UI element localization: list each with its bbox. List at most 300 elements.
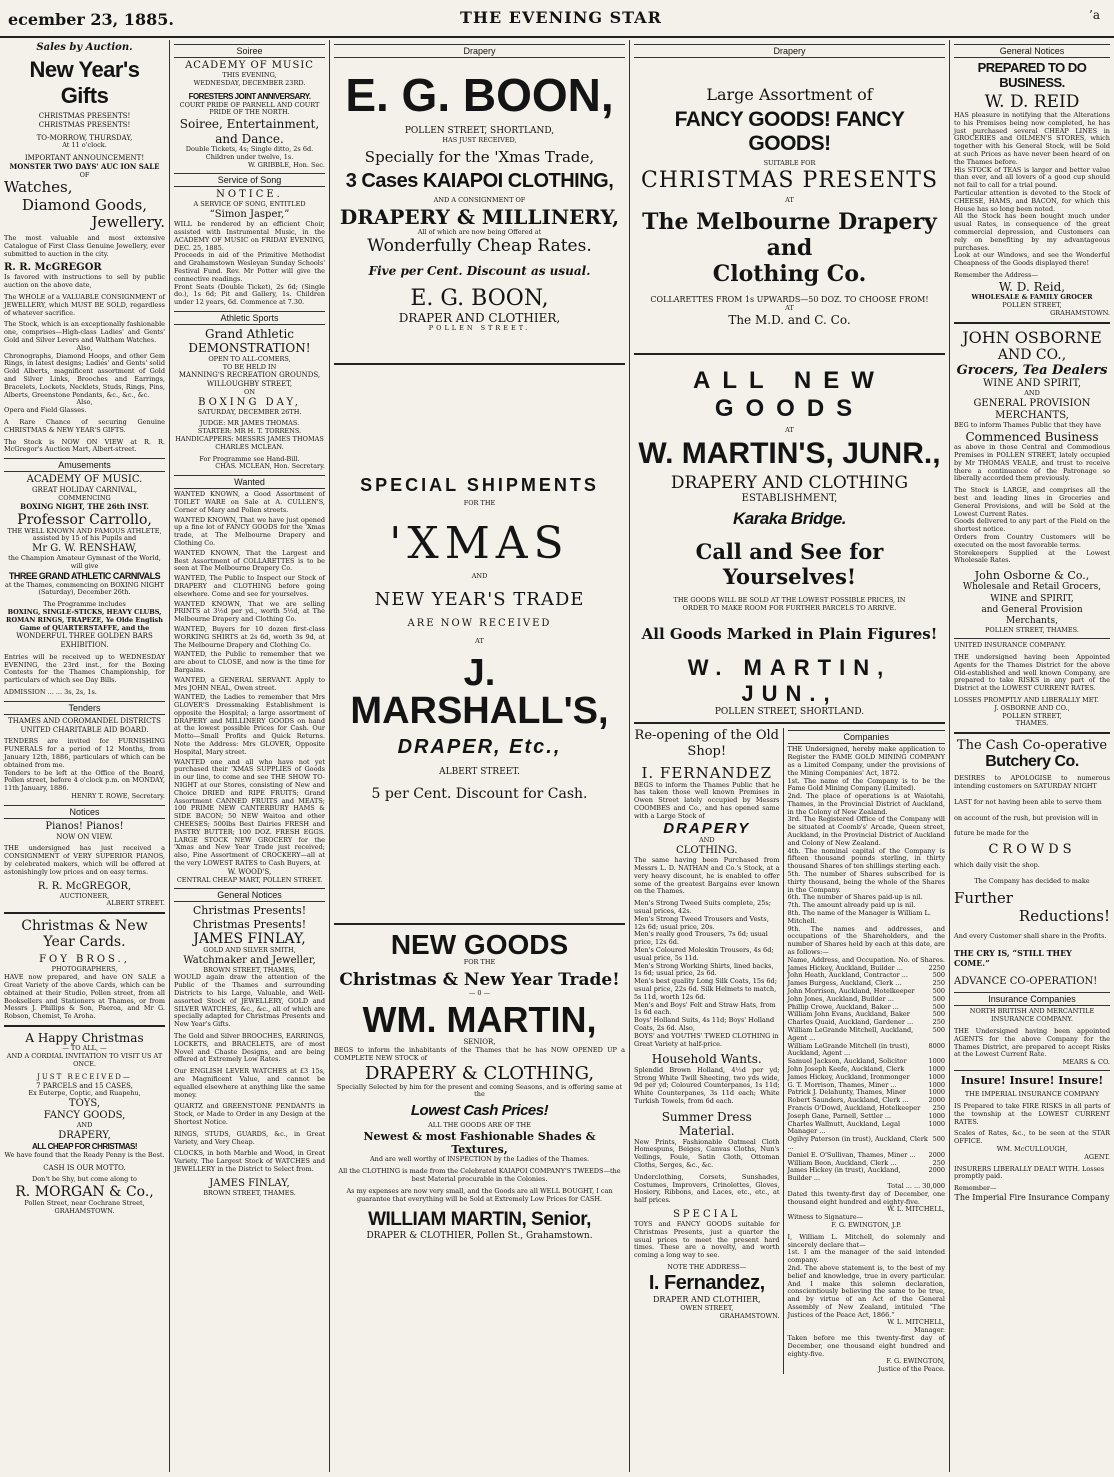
section-heading-companies: Companies	[788, 730, 945, 744]
text-line: AND CO.,	[997, 346, 1067, 363]
text-line: JAMES FINLAY,	[209, 1177, 290, 1189]
text-line: 7 PARCELS and 15 CASES,	[36, 1081, 133, 1090]
ad-paragraph: RINGS, STUDS, GUARDS, &c., in Great Variety, and Very Cheap.	[174, 1129, 325, 1146]
text-line: FOR THE	[463, 957, 496, 966]
text-line: and General Provision Merchants,	[981, 604, 1083, 627]
ad-paragraph: The Stock is NOW ON VIEW at R. R. McGregor's Auction Mart, Albert-street.	[4, 437, 165, 454]
text-line: The M.D. and C. Co.	[728, 312, 851, 327]
text-line: BROWN STREET, THAMES,	[203, 965, 296, 974]
shareholder-shares: 1000	[928, 1111, 945, 1120]
shareholder-shares: 500	[932, 994, 945, 1003]
section-heading-auction: Sales by Auction.	[36, 42, 133, 53]
wanted-ad: WANTED KNOWN, That the Largest and Best Assortment of COLLARETTES is to be seen at The Melbourne Drapery Co.	[174, 548, 325, 573]
section-heading-notices: Notices	[4, 805, 165, 819]
text-line: OWEN STREET,	[680, 1303, 734, 1312]
text-watches: Watches,	[4, 178, 73, 197]
wanted-ad: WANTED, the Public to remember that we are about to CLOSE, and now is the time for Bargains.	[174, 650, 325, 674]
text-line: THIS EVENING,	[222, 71, 277, 79]
new-years-trade-headline: NEW YEAR'S TRADE	[374, 588, 585, 610]
text-line: We have found that the Ready Penny is the Best.	[4, 1150, 165, 1159]
text-line: ARE NOW RECEIVED	[407, 617, 552, 629]
text-line: I. Fernandez,	[648, 1271, 765, 1294]
shareholder-name: John Jones, Auckland, Builder ...	[787, 994, 894, 1003]
shareholder-name: William LeGrande Mitchell, Auckland, Agent ...	[787, 1026, 914, 1042]
text-line: — TO ALL, —	[62, 1044, 107, 1053]
text-line: DRAPERY	[663, 820, 751, 838]
price-line: Men's really good Trousers, 7s 6d; usual price, 12s 6d.	[634, 930, 768, 947]
ad-paragraph: Scales of Rates, &c., to be seen at the STAR OFFICE.	[954, 1129, 1110, 1146]
text-line: Watchmaker and Jeweller,	[183, 954, 316, 966]
ad-paragraph: Tenders to be left at the Office of the Board, Pollen street, before 4 o'clock p.m. on MONDAY, 11th January, 1886.	[4, 768, 165, 793]
text-line: And are well worthy of INSPECTION by the Ladies of the Thames.	[369, 1155, 590, 1164]
text-line: COLLARETTES FROM 1s UPWARDS—50 DOZ. TO CHOOSE FROM!	[650, 294, 929, 304]
companies-notice	[788, 728, 945, 1374]
text-line: CHRISTMAS PRESENTS!	[38, 112, 131, 120]
ad-paragraph: QUARTZ and GREENSTONE PENDANTS in Stock, or Made to Order in any Design at the Shortest Notice.	[174, 1102, 325, 1126]
ad-paragraph: DESIRES to APOLOGISE to numerous intending customers on SATURDAY NIGHT	[954, 774, 1110, 790]
shareholder-shares: 2250	[928, 963, 945, 972]
ad-paragraph: 2nd. The above statement is, to the best of my belief and knowledge, true in every particular. And I make this solemn declaration, conscientiously believing the same to be true, and by virtue of an Act of the General Assembly of New Zealand, intituled “The Justices of the Peace Act, 1866.”	[787, 1263, 945, 1319]
text-line: WILLIAM MARTIN, Senior,	[368, 1209, 591, 1231]
wanted-ad: WANTED KNOWN, That we have just opened up a fine lot of FANCY GOODS for the 'Xmas trade, at The Melbourne Drapery and Clothing Co.	[174, 515, 325, 547]
price-line: Men's Strong Tweed Trousers and Vests, 12s 6d; usual price, 20s.	[634, 914, 769, 931]
ad-paragraph: THE Undersigned, hereby make application to Register the FAME GOLD MINING COMPANY as a Limited Company, under the provisions of the Mining Companies' Act, 1872.	[787, 745, 945, 777]
admission-line: ADMISSION ... ... 3s, 2s, 1s.	[4, 688, 97, 697]
boon-headline: E. G. BOON,	[345, 69, 614, 121]
shareholder-shares: 500	[932, 1002, 945, 1011]
text-line: DRAPERY AND CLOTHING	[670, 472, 909, 493]
ad-paragraph: THE Undersigned having been appointed AGENTS for the above Company for the Thames District, are prepared to accept Risks at the Lowest Current Rate.	[954, 1026, 1110, 1059]
ad-paragraph: Underclothing, Corsets, Sunshades, Costumes, Improvers, Crinolettes, Gloves, Hosiery, Ribbons, and Laces, etc., etc., at half prices.	[634, 1172, 780, 1205]
ad-paragraph: Splendid Brown Holland, 4½d per yd; Strong White Twill Sheeting, two yds wide, 9d per yd; Coloured Counterpanes, 1s 11d; White Counterpanes, 3s 11d each; White Turkish Towels, from 6d each.	[634, 1065, 780, 1105]
text-line: AT	[785, 196, 794, 205]
price-line: Men's Coloured Moleskin Trousers, 4s 6d; usual price, 5s 11d.	[634, 946, 774, 962]
text-line: Grocers, Tea Dealers	[956, 363, 1108, 379]
text-line: Large Assortment of	[706, 85, 873, 104]
ad-paragraph: Proceeds in aid of the Primitive Methodist and Grahamstown Wesleyan Sunday Schools' Festival Fund. Rev. Mr Potter will give the connective readings.	[174, 251, 325, 283]
ad-paragraph: The same having been Purchased from Messrs L. D. NATHAN and Co.'s Stock, at a very heavy discount, he is enabled to offer some of the greatest Bargains ever known on the Thames.	[634, 856, 780, 896]
ad-paragraph: 6th. The number of Shares paid-up is nil.	[787, 893, 923, 902]
ad-paragraph: The WHOLE of a VALUABLE CONSIGNMENT of JEWELLERY, which MUST BE SOLD, regardless of whatever sacrifice.	[4, 293, 165, 317]
text-line: TOYS,	[68, 1098, 101, 1110]
shareholder-name: James Hickey (in trust), Auckland, Builder ...	[787, 1166, 901, 1183]
text-line: OF	[79, 170, 90, 179]
text-line: BOXING, SINGLE-STICKS, HEAVY CLUBS, ROMAN RINGS, TRAPEZE, Ye Olde English Game of QUARTERSTAFFE, and the	[6, 607, 163, 632]
ad-paragraph: The Stock is LARGE, and comprises all the best and leading lines in Groceries and General Provisions, and will be Sold at the Lowest Current Rates.	[954, 486, 1110, 518]
signature-line: F. G. EWINGTON, J.P.	[831, 1220, 902, 1229]
text-line: W. WOOD'S,	[227, 867, 272, 876]
text-line: Christmas Presents!	[192, 917, 307, 931]
shareholder-name: Patrick J. Delahunty, Thames, Miner	[787, 1088, 907, 1097]
shareholder-name: Francis O'Dowd, Auckland, Hotelkeeper	[787, 1103, 921, 1112]
text-line: WHOLESALE & FAMILY GROCER	[971, 293, 1093, 302]
shareholder-name: John Heath, Auckland, Contractor ...	[787, 971, 908, 980]
text-line: OPEN TO ALL-COMERS,	[208, 354, 291, 363]
text-line: Pollen Street, near Cochrane Street,	[24, 1199, 145, 1208]
finlay-name: JAMES FINLAY,	[193, 930, 306, 947]
shareholder-name: Robert Saunders, Auckland, Clerk ...	[787, 1096, 909, 1105]
professor-name: Professor Carrollo,	[17, 511, 152, 528]
text-line: Double Tickets, 4s; Single ditto, 2s 6d. Children under twelve, 1s.	[185, 144, 314, 161]
ad-paragraph: WILL be rendered by an efficient Choir, assisted with Instrumental Music, in the ACADEMY OF MUSIC on FRIDAY EVENING, DEC. 25, 1885.	[174, 220, 325, 252]
text-line: FORESTERS JOINT ANNIVERSARY.	[188, 91, 311, 101]
section-heading-insurance: Insurance Companies	[954, 992, 1110, 1006]
section-heading-wanted: Wanted	[174, 475, 325, 489]
shareholder-shares: 8000	[928, 1041, 945, 1050]
table-row	[788, 1043, 945, 1059]
price-line: Boys' Holland Suits, 4s 11d; Boys' Holland Coats, 2s 6d. Also,	[634, 1016, 775, 1033]
text-line: Household Wants.	[651, 1052, 762, 1067]
column-5	[950, 40, 1114, 1472]
text-line: Don't be Shy, but come along to	[32, 1175, 137, 1184]
text-line: BOXING DAY,	[198, 396, 301, 408]
table-row	[788, 1167, 945, 1183]
shareholder-name: James Burgess, Auckland, Clerk ...	[787, 979, 902, 988]
section-heading-amusements: Amusements	[4, 458, 165, 472]
text-line: CLOTHING.	[676, 845, 738, 857]
ad-paragraph: Storekeepers Supplied at the Lowest Wholesale Rates.	[954, 548, 1110, 565]
text-line: WINE and SPIRIT,	[990, 593, 1074, 604]
text-line: Karaka Bridge.	[733, 509, 846, 529]
text-line: TO BE HELD IN	[222, 362, 277, 371]
column-3	[330, 40, 630, 1472]
text-line: AND	[698, 836, 715, 845]
text-line: ON	[243, 387, 256, 396]
headline-new-years-gifts: New Year's Gifts	[29, 57, 140, 108]
text-line: Christmas & New Year Trade!	[339, 970, 620, 991]
text-line: Soiree, Entertainment, and Dance.	[179, 117, 320, 146]
text-line: ACADEMY OF MUSIC.	[26, 474, 143, 486]
text-line: All of which are now being Offered at	[417, 228, 542, 237]
ad-paragraph: The Stock, which is an exceptionally fashionable one, comprises—High-class Ladies' and Gents' Gold and Silver Levers and Waltham Watches.	[4, 320, 165, 345]
auctioneer-name: R. R. McGREGOR	[4, 262, 102, 274]
special-shipments-headline: SPECIAL SHIPMENTS	[360, 475, 599, 496]
ad-paragraph: Orders from Country Customers will be executed on the most favorable terms.	[954, 533, 1110, 549]
text-line: Christmas Presents!	[192, 904, 307, 918]
text-line: All the CLOTHING is made from the Celebrated KAIAPOI COMPANY'S TWEEDS—the best Material procurable in the Colonies.	[338, 1167, 621, 1183]
text-line: 5 per Cent. Discount for Cash.	[371, 785, 588, 802]
section-heading-drapery: Drapery	[634, 44, 945, 58]
text-line: SPECIAL	[673, 1208, 741, 1220]
table-header-name: Name, Address, and Occupation.	[787, 955, 896, 964]
signature-line: W. L. MITCHELL,	[887, 1318, 945, 1327]
shareholder-shares: 250	[932, 979, 945, 988]
text-line: MANNING'S RECREATION GROUNDS, WILLOUGHBY STREET,	[178, 371, 321, 389]
text-line: NOW ON VIEW.	[56, 832, 113, 841]
text-line: Insure! Insure! Insure!	[960, 1073, 1104, 1087]
text-line: JUST RECEIVED—	[37, 1072, 132, 1081]
text-line: COURT PRIDE OF PARNELL AND COURT PRIDE OF THE NORTH.	[179, 100, 320, 117]
text-line: The Imperial Fire Insurance Company	[954, 1192, 1110, 1202]
text-line: A SERVICE OF SONG, ENTITLED	[193, 200, 306, 209]
column-2	[170, 40, 330, 1472]
ad-paragraph: 5th. The number of Shares subscribed for is thirty thousand, being the whole of the Shares in the Company.	[787, 870, 945, 894]
text-line: Summer Dress Material.	[661, 1109, 752, 1139]
paper-title: THE EVENING STAR	[460, 8, 662, 27]
text-line: POLLEN STREET, THAMES.	[985, 626, 1079, 635]
text-line: As my expenses are now very small, and the Goods are all WELL BOUGHT, I can guarantee that everything will be Sold at Extremely Low Prices for CASH.	[346, 1186, 613, 1203]
shareholder-name: John Joseph Keefe, Auckland, Clerk	[787, 1064, 905, 1073]
text-line: Specially for the 'Xmas Trade,	[364, 148, 595, 167]
text-line: NOTICE.	[216, 189, 283, 201]
text-line: SENIOR,	[463, 1038, 496, 1047]
column-1	[0, 40, 170, 1472]
text-line: Witness to Signature—	[787, 1213, 864, 1222]
text-line: J. OSBORNE AND CO.,	[994, 703, 1070, 712]
text-line: At 11 o'clock.	[62, 141, 107, 150]
text-line: DRAPERY & CLOTHING,	[364, 1062, 595, 1084]
headline-happy-christmas: A Happy Christmas	[25, 1031, 144, 1046]
table-header-shares: No. of Shares.	[898, 955, 945, 964]
text-line: POLLEN STREET,	[1002, 711, 1062, 720]
ad-paragraph: 9th. The names and addresses, and occupations of the Shareholders, and the number of Shares held by each at this date, are as follows:—	[787, 924, 945, 957]
text-line: ALL CHEAP FOR CHRISTMAS!	[31, 1141, 138, 1151]
ad-paragraph: Also,	[76, 343, 93, 352]
text-line: Manager.	[913, 1326, 945, 1335]
ad-paragraph: 1st. The name of the Company is to be the Fame Gold Mining Company (Limited).	[787, 776, 945, 793]
text-line: FOR THE	[463, 499, 496, 508]
shareholder-shares: 2000	[928, 1150, 945, 1159]
shareholder-shares: 500	[932, 971, 945, 980]
signature-line: W. L. MITCHELL,	[887, 1205, 945, 1214]
ad-paragraph: Taken before me this twenty-first day of December, one thousand eight hundred and eighty-five.	[787, 1334, 945, 1358]
wanted-ad: WANTED KNOWN, That we are selling PRINTS at 3½d per yd., worth 5½d, at The Melbourne Drapery and Clothing Co.	[174, 599, 325, 624]
shareholder-name: Daniel E. O'Sullivan, Thames, Miner ...	[787, 1150, 916, 1159]
text-line: AGENT.	[1084, 1152, 1110, 1161]
ad-paragraph: 1st. I am the manager of the said intended company.	[787, 1248, 945, 1265]
text-line: Remember the Address—	[954, 270, 1038, 279]
ad-paragraph: Front Seats (Double Ticket), 2s 6d; (Single do.), 1s 6d; Pit and Gallery, 1s. Children under 12 years, 6d. Commence at 7.30.	[174, 282, 325, 307]
text-line: FOY BROS.,	[39, 954, 130, 966]
shareholder-name: Joseph Gane, Parnell, Settler ...	[787, 1111, 892, 1120]
shareholder-name: Charles Quaid, Auckland, Gardener ...	[787, 1018, 914, 1027]
text-jewellery: Jewellery.	[91, 212, 165, 231]
table-row	[788, 1121, 945, 1137]
ad-paragraph: A Rare Chance of securing Genuine CHRISTMAS & NEW YEAR'S GIFTS.	[4, 418, 165, 434]
fancy-goods-headline: FANCY GOODS! FANCY GOODS!	[674, 108, 905, 156]
text-line: STARTER: MR H. T. TORRENS.	[197, 427, 302, 436]
text-line: GRAHAMSTOWN.	[54, 1207, 115, 1216]
shareholder-name: John Morrison, Auckland, Hotelkeeper	[787, 987, 915, 996]
signature-line: CHAS. MCLEAN, Hon. Secretary.	[215, 462, 325, 471]
issue-date: ecember 23, 1885.	[8, 10, 174, 29]
text-line: BEG to inform Thames Public that they have	[954, 421, 1102, 430]
shareholder-shares: 500	[932, 1010, 945, 1019]
price-line: Men's best quality Long Silk Coats, 15s 6d; usual price, 22s 6d. Silk Helmets to match, 5s 11d, worth 12s 6d.	[634, 977, 777, 1001]
ad-paragraph: on account of the rush, but provision will in	[954, 813, 1098, 822]
text-line: Wonderfully Cheap Rates.	[367, 235, 592, 256]
text-line: ADVANCE CO-OPERATION!	[954, 976, 1098, 988]
text-line: POLLEN STREET,	[1002, 300, 1062, 309]
text-line: at the Thames, commencing on BOXING NIGHT (Saturday), December 26th.	[4, 580, 165, 597]
text-line: IMPORTANT ANNOUNCEMENT!	[24, 154, 145, 163]
shareholder-shares: 2000	[928, 1166, 945, 1175]
text-line: Ex Euterpe, Coptic, and Ruapehu,	[28, 1089, 141, 1098]
signature-line: F. G. EWINGTON,	[886, 1357, 945, 1366]
text-line: MONSTER TWO DAYS' AUC ION SALE	[9, 161, 160, 171]
text-line: AND A CORDIAL INVITATION TO VISIT US AT ONCE.	[6, 1052, 163, 1069]
shareholder-name: William LeGrande Mitchell (in trust), Auckland, Agent ...	[787, 1041, 910, 1058]
text-line: Grand Athletic	[204, 326, 295, 341]
ad-paragraph: future be made for the	[954, 829, 1029, 838]
ad-paragraph: New Prints, Fashionable Oatmeal Cloth Homespuns, Beiges, Canvas Cloths, Nun's Veilings, Foule, Satin Cloth, Ottoman Cloths, Serges, &c., &c.	[634, 1137, 780, 1169]
ad-paragraph: HAVE now prepared, and have ON SALE a Great Variety of the above Cards, which can be obtained at their Studio, Pollen street, from all Booksellers and Stationers at Thames, or from Messrs J. Phillips & Son, Paeroa, and Mr G. Robson, Chemist, Te Aroha.	[4, 973, 165, 1021]
shareholder-name: Phillip Crowe, Auckland, Baker ...	[787, 1002, 899, 1011]
price-line: Men's Strong Working Shirts, lined backs, 1s 6d; usual price, 2s 6d.	[634, 961, 774, 978]
all-new-goods-headline: ALL NEW GOODS	[693, 367, 886, 423]
text-line: ACADEMY OF MUSIC	[185, 60, 314, 71]
text-line: Further	[954, 889, 1013, 908]
text-line: W. D. Reid,	[998, 279, 1066, 294]
ad-paragraph: BEGS to inform the Thames Public that he has taken those well known Premises in Owen Street lately occupied by Messrs COOMBES and Co., and has opened same with a Large Stock of	[634, 780, 780, 820]
shareholder-name: Ogilvy Paterson (in trust), Auckland, Clerk ...	[787, 1135, 928, 1151]
wanted-ad: WANTED KNOWN, a Good Assortment of TOILET WARE on Sale at A. CULLEN'S, Corner of Mary and Pollen streets.	[174, 490, 325, 514]
masthead	[0, 0, 1114, 38]
section-heading-athletic-sports: Athletic Sports	[174, 311, 325, 325]
text-line: Remember—	[954, 1184, 997, 1193]
ad-paragraph: Opera and Field Glasses.	[4, 406, 87, 415]
signature-line: HENRY T. ROWE, Secretary.	[71, 791, 165, 800]
text-line: For Programme see Hand-Bill.	[199, 454, 300, 463]
kaiapoi-headline: 3 Cases KAIAPOI CLOTHING,	[345, 170, 614, 193]
page-number: ’a	[1089, 8, 1100, 22]
text-line: UNITED INSURANCE COMPANY.	[954, 641, 1066, 650]
wanted-ad: WANTED, a GENERAL SERVANT. Apply to Mrs JOHN NEAL, Owen street.	[174, 675, 325, 692]
ad-paragraph: I, William L. Mitchell, do solemnly and sincerely declare that—	[787, 1232, 945, 1249]
ad-paragraph: Our ENGLISH LEVER WATCHES at £3 15s, are Magnificent Value, and cannot be equalled elsewhere at anything like the same money.	[174, 1067, 325, 1099]
column-4	[630, 40, 950, 1472]
text-line: POLLEN STREET.	[428, 324, 531, 333]
shareholder-shares: 1000	[928, 1080, 945, 1089]
ad-paragraph: Look at our Windows, and see the Wonderful Cheapness of the Goods displayed there!	[954, 251, 1110, 268]
ad-paragraph: LAST for not having been able to serve them	[954, 797, 1102, 806]
section-heading-tenders: Tenders	[4, 701, 165, 715]
text-line: SATURDAY, DECEMBER 26TH.	[197, 407, 302, 416]
ad-paragraph: 4th. The nominal capital of the Company is fifteen thousand pounds sterling, in thirty thousand Shares of ten shillings sterling each.	[787, 846, 945, 871]
wanted-ad: WANTED, The Public to Inspect our Stock of DRAPERY and CLOTHING before going elsewhere. Come and see for yourselves.	[174, 574, 325, 598]
martin-junr-headline: W. MARTIN'S, JUNR.,	[638, 436, 941, 470]
table-row	[788, 1136, 945, 1152]
text-line: Justice of the Peace.	[878, 1365, 945, 1374]
shareholder-name: G. T. Morrison, Thames, Miner ...	[787, 1080, 897, 1089]
ad-paragraph: Chronographs, Diamond Hoops, and other Gem Rings, in latest designs; Ladies' and Gents' solid Gold Alberts, magnificent assortment of Gold and Silver Links, Brooches and Earrings, Bracelets, Lockets, Necklets, Studs, Rings, Pins, Alberts, Greenstone Pendants, &c., &c., &c.	[4, 351, 165, 399]
text-line: Wholesale and Retail Grocers,	[962, 582, 1102, 593]
text-line: R. R. McGREGOR,	[37, 880, 132, 892]
ad-paragraph: Particular attention is devoted to the Stock of CHEESE, HAMS, and BACON, for which this House has so long been noted.	[954, 188, 1110, 213]
text-line: Mr G. W. RENSHAW,	[32, 543, 137, 555]
text-line: AUCTIONEER,	[59, 891, 110, 900]
text-line: THE WELL KNOWN AND FAMOUS ATHLETE, assisted by 15 of his Pupils and	[7, 526, 162, 543]
text-line: HAS JUST RECEIVED,	[442, 136, 517, 145]
text-line: DEMONSTRATION!	[188, 341, 311, 356]
fernandez-name: I. FERNANDEZ	[641, 763, 773, 782]
text-line: POLLEN STREET, SHORTLAND.	[714, 707, 865, 718]
table-row	[788, 1027, 945, 1043]
christmas-presents-headline: CHRISTMAS PRESENTS	[640, 168, 939, 194]
text-line: HANDICAPPERS: MESSRS JAMES THOMAS CHARLES MCLEAN.	[175, 434, 324, 451]
text-line: THAMES AND COROMANDEL DISTRICTS UNITED CHARITABLE AID BOARD.	[8, 716, 161, 734]
text-line: BROWN STREET, THAMES.	[203, 1188, 296, 1197]
text-line: WONDERFUL THREE GOLDEN BARS EXHIBITION.	[16, 632, 153, 650]
text-line: All Goods Marked in Plain Figures!	[641, 625, 938, 644]
text-line: DRAPER AND CLOTHIER,	[398, 311, 561, 326]
shareholder-shares: 1000	[928, 1119, 945, 1128]
text-line: — 0 —	[468, 989, 491, 998]
text-line: which daily visit the shop.	[954, 860, 1040, 869]
text-line: AND	[1024, 389, 1040, 398]
shareholder-name: Charles Wallnutt, Auckland, Legal Manager ...	[787, 1119, 901, 1136]
text-line: THE GOODS WILL BE SOLD AT THE LOWEST POSSIBLE PRICES, IN ORDER TO MAKE ROOM FOR FURTHER PARCELS TO ARRIVE.	[673, 596, 906, 613]
price-line: BOYS' and YOUTHS' TWEED CLOTHING in Great Variety at half-price.	[634, 1031, 779, 1048]
shareholder-name: James Hickey, Auckland, Builder ...	[787, 963, 903, 972]
shareholder-shares: 500	[932, 1026, 945, 1034]
text-line: AND A CONSIGNMENT OF	[433, 196, 526, 205]
wanted-ad: WANTED, the Ladies to remember that Mrs GLOVER'S Dressmaking Establishment is opposite the Hospital; a large assortment of DRAPERY and MILLINERY GOODS on hand at the lowest possible Prices for Cash. Our Motto—Small Profits and Quick Returns. Note the Address: Mrs GLOVER, Opposite Hospital, Mary street.	[174, 693, 325, 756]
shareholder-shares: 500	[932, 987, 945, 996]
text-line: LOSSES PROMPTLY AND LIBERALLY MET.	[954, 696, 1099, 705]
text-line: WM. McCULLOUGH,	[996, 1144, 1068, 1153]
text-line: the Champion Amateur Gymnast of the World, will give	[8, 554, 161, 570]
price-line: Men's and Boys' Felt and Straw Hats, from 1s 6d each.	[634, 1000, 776, 1017]
text-line: PREPARED TO DO BUSINESS.	[977, 60, 1087, 90]
marshall-headline: J. MARSHALL'S,	[350, 651, 609, 732]
price-line: Men's Strong Tweed Suits complete, 25s; usual prices, 42s.	[634, 899, 771, 916]
butchery-name: Butchery Co.	[985, 753, 1079, 771]
ad-paragraph: as above in those Central and Commodious Premises in POLLEN STREET, lately occupied by Mr THOMAS VEALE, and trust to receive there a continuance of the Patronage so liberally accorded them previously.	[954, 443, 1110, 483]
shareholder-name: William Beon, Auckland, Clerk ...	[787, 1158, 897, 1167]
ad-paragraph: BEGS to inform the inhabitants of the Thames that he has NOW OPENED UP a COMPLETE NEW STOCK of	[334, 1045, 625, 1062]
text-line: The Company has decided to make	[974, 876, 1090, 885]
text-line: WINE AND SPIRIT,	[982, 378, 1081, 390]
text-line: AND	[471, 572, 488, 580]
text-line: THE CRY IS, “STILL THEY COME.”	[954, 948, 1072, 968]
text-line: WEDNESDAY, DECEMBER 23RD.	[193, 78, 306, 87]
text-line: The Melbourne Drapery and	[642, 208, 937, 261]
ad-paragraph: Is favored with instructions to sell by public auction on the above date,	[4, 273, 165, 290]
text-line: ESTABLISHMENT,	[741, 492, 838, 504]
ad-paragraph: 8th. The name of the Manager is William L. Mitchell.	[787, 909, 931, 925]
reid-name: W. D. REID	[984, 92, 1080, 112]
shareholder-shares: 1000	[928, 1057, 945, 1066]
wanted-ad: WANTED, Buyers for 10 dozen first-class WORKING SHIRTS at 2s 6d, worth 3s 9d, at The Melbourne Drapery and Clothing Co.	[174, 624, 325, 649]
text-line: GRAHAMSTOWN.	[719, 1311, 780, 1320]
shareholder-shares: 1000	[928, 1072, 945, 1081]
shareholder-table	[788, 965, 945, 1183]
text-line: CHRISTMAS PRESENTS!	[38, 120, 131, 129]
shareholder-shares: 250	[932, 1103, 945, 1112]
text-line: “Simon Jasper,”	[209, 209, 290, 221]
section-heading-service-of-song: Service of Song	[174, 173, 325, 187]
text-line: GREAT HOLIDAY CARNIVAL,	[31, 486, 138, 495]
ad-paragraph: Also,	[76, 398, 93, 407]
text-line: DRAPER AND CLOTHIER,	[652, 1294, 761, 1304]
text-line: JUDGE: MR JAMES THOMAS.	[199, 419, 300, 428]
ad-paragraph: His STOCK of TEAS is larger and better value than ever, and all lovers of a good cup should not fail to call for a trial pound.	[954, 165, 1110, 190]
ad-paragraph: WOULD again draw the attention of the Public of the Thames and surrounding Districts to his Large, Valuable, and Well-assorted Stock of JEWELLERY, GOLD and SILVER WATCHES, &c., &c., all of which are specially adapted for Christmas Presents and New Year's Gifts.	[174, 973, 325, 1029]
text-line: SUITABLE FOR	[763, 159, 816, 168]
text-line: ALL THE GOODS ARE OF THE	[428, 1121, 531, 1130]
text-line: CROWDS	[988, 842, 1076, 858]
text-line: GRAHAMSTOWN.	[1050, 308, 1110, 317]
text-line: CASH IS OUR MOTTO.	[43, 1163, 126, 1172]
text-line: THREE GRAND ATHLETIC CARNIVALS	[8, 570, 161, 581]
shareholder-shares: 2000	[928, 1096, 945, 1105]
text-line: Lowest Cash Prices!	[410, 1102, 549, 1120]
text-line: POLLEN STREET, SHORTLAND,	[404, 126, 555, 136]
call-and-see-headline: Call and See for Yourselves!	[695, 539, 884, 590]
text-line: INSURERS LIBERALLY DEALT WITH. Losses promptly paid.	[954, 1164, 1105, 1181]
text-line: CENTRAL CHEAP MART, POLLEN STREET.	[176, 875, 323, 884]
